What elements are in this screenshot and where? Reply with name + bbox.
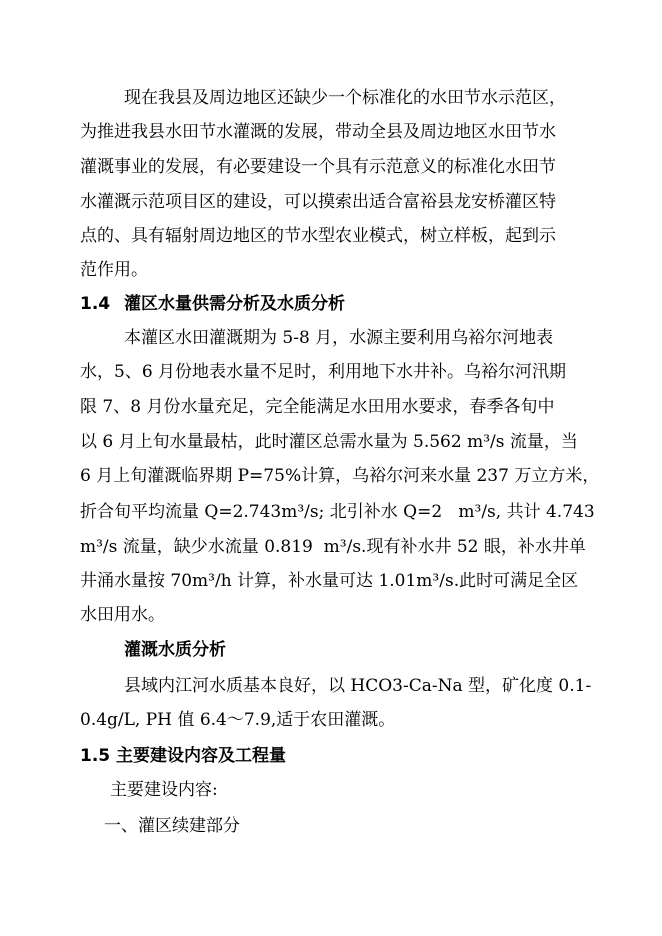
paragraph-2-line-7: m³/s 流量，缺少水流量 0.819 m³/s.现有补水井 52 眼，补水井单 <box>80 537 586 557</box>
paragraph-2-line-4: 以 6 月上旬水量最枯，此时灌区总需水量为 5.562 m³/s 流量，当 <box>80 432 578 452</box>
paragraph-3-line-2: 0.4g/L, PH 值 6.4～7.9,适于农田灌溉。 <box>80 710 396 730</box>
section-title-1-4: 灌区水量供需分析及水质分析 <box>124 294 345 314</box>
paragraph-1-line-1: 现在我县及周边地区还缺少一个标准化的水田节水示范区， <box>124 88 566 108</box>
paragraph-1-line-2: 为推进我县水田节水灌溉的发展，带动全县及周边地区水田节水 <box>80 122 556 142</box>
paragraph-2-line-3: 限 7、8 月份水量充足，完全能满足水田用水要求，春季各旬中 <box>80 397 555 417</box>
section-title-1-5: 1.5 主要建设内容及工程量 <box>80 746 287 766</box>
paragraph-1-line-6: 范作用。 <box>80 260 148 280</box>
section-number-1-4: 1.4 <box>80 294 111 314</box>
paragraph-2-line-8: 井涌水量按 70m³/h 计算，补水量可达 1.01m³/s.此时可满足全区 <box>80 571 579 591</box>
paragraph-1-line-3: 灌溉事业的发展，有必要建设一个具有示范意义的标准化水田节 <box>80 157 556 177</box>
paragraph-2-line-6: 折合旬平均流量 Q=2.743m³/s; 北引补水 Q=2 m³/s, 共计 4.743 <box>80 502 595 522</box>
main-content-label: 主要建设内容: <box>110 780 218 800</box>
paragraph-1-line-5: 点的、具有辐射周边地区的节水型农业模式，树立样板，起到示 <box>80 226 556 246</box>
paragraph-2-line-9: 水田用水。 <box>80 605 165 625</box>
section-one-label: 一、灌区续建部分 <box>104 816 240 836</box>
paragraph-2-line-2: 水，5、6 月份地表水量不足时，利用地下水井补。乌裕尔河汛期 <box>80 362 567 382</box>
paragraph-2-line-1: 本灌区水田灌溉期为 5-8 月，水源主要利用乌裕尔河地表 <box>124 328 554 348</box>
subheading-water-quality: 灌溉水质分析 <box>124 640 226 660</box>
paragraph-2-line-5: 6 月上旬灌溉临界期 P=75%计算，乌裕尔河来水量 237 万立方米， <box>80 466 600 486</box>
paragraph-1-line-4: 水灌溉示范项目区的建设，可以摸索出适合富裕县龙安桥灌区特 <box>80 192 556 212</box>
paragraph-3-line-1: 县域内江河水质基本良好，以 HCO3-Ca-Na 型，矿化度 0.1- <box>124 676 592 696</box>
